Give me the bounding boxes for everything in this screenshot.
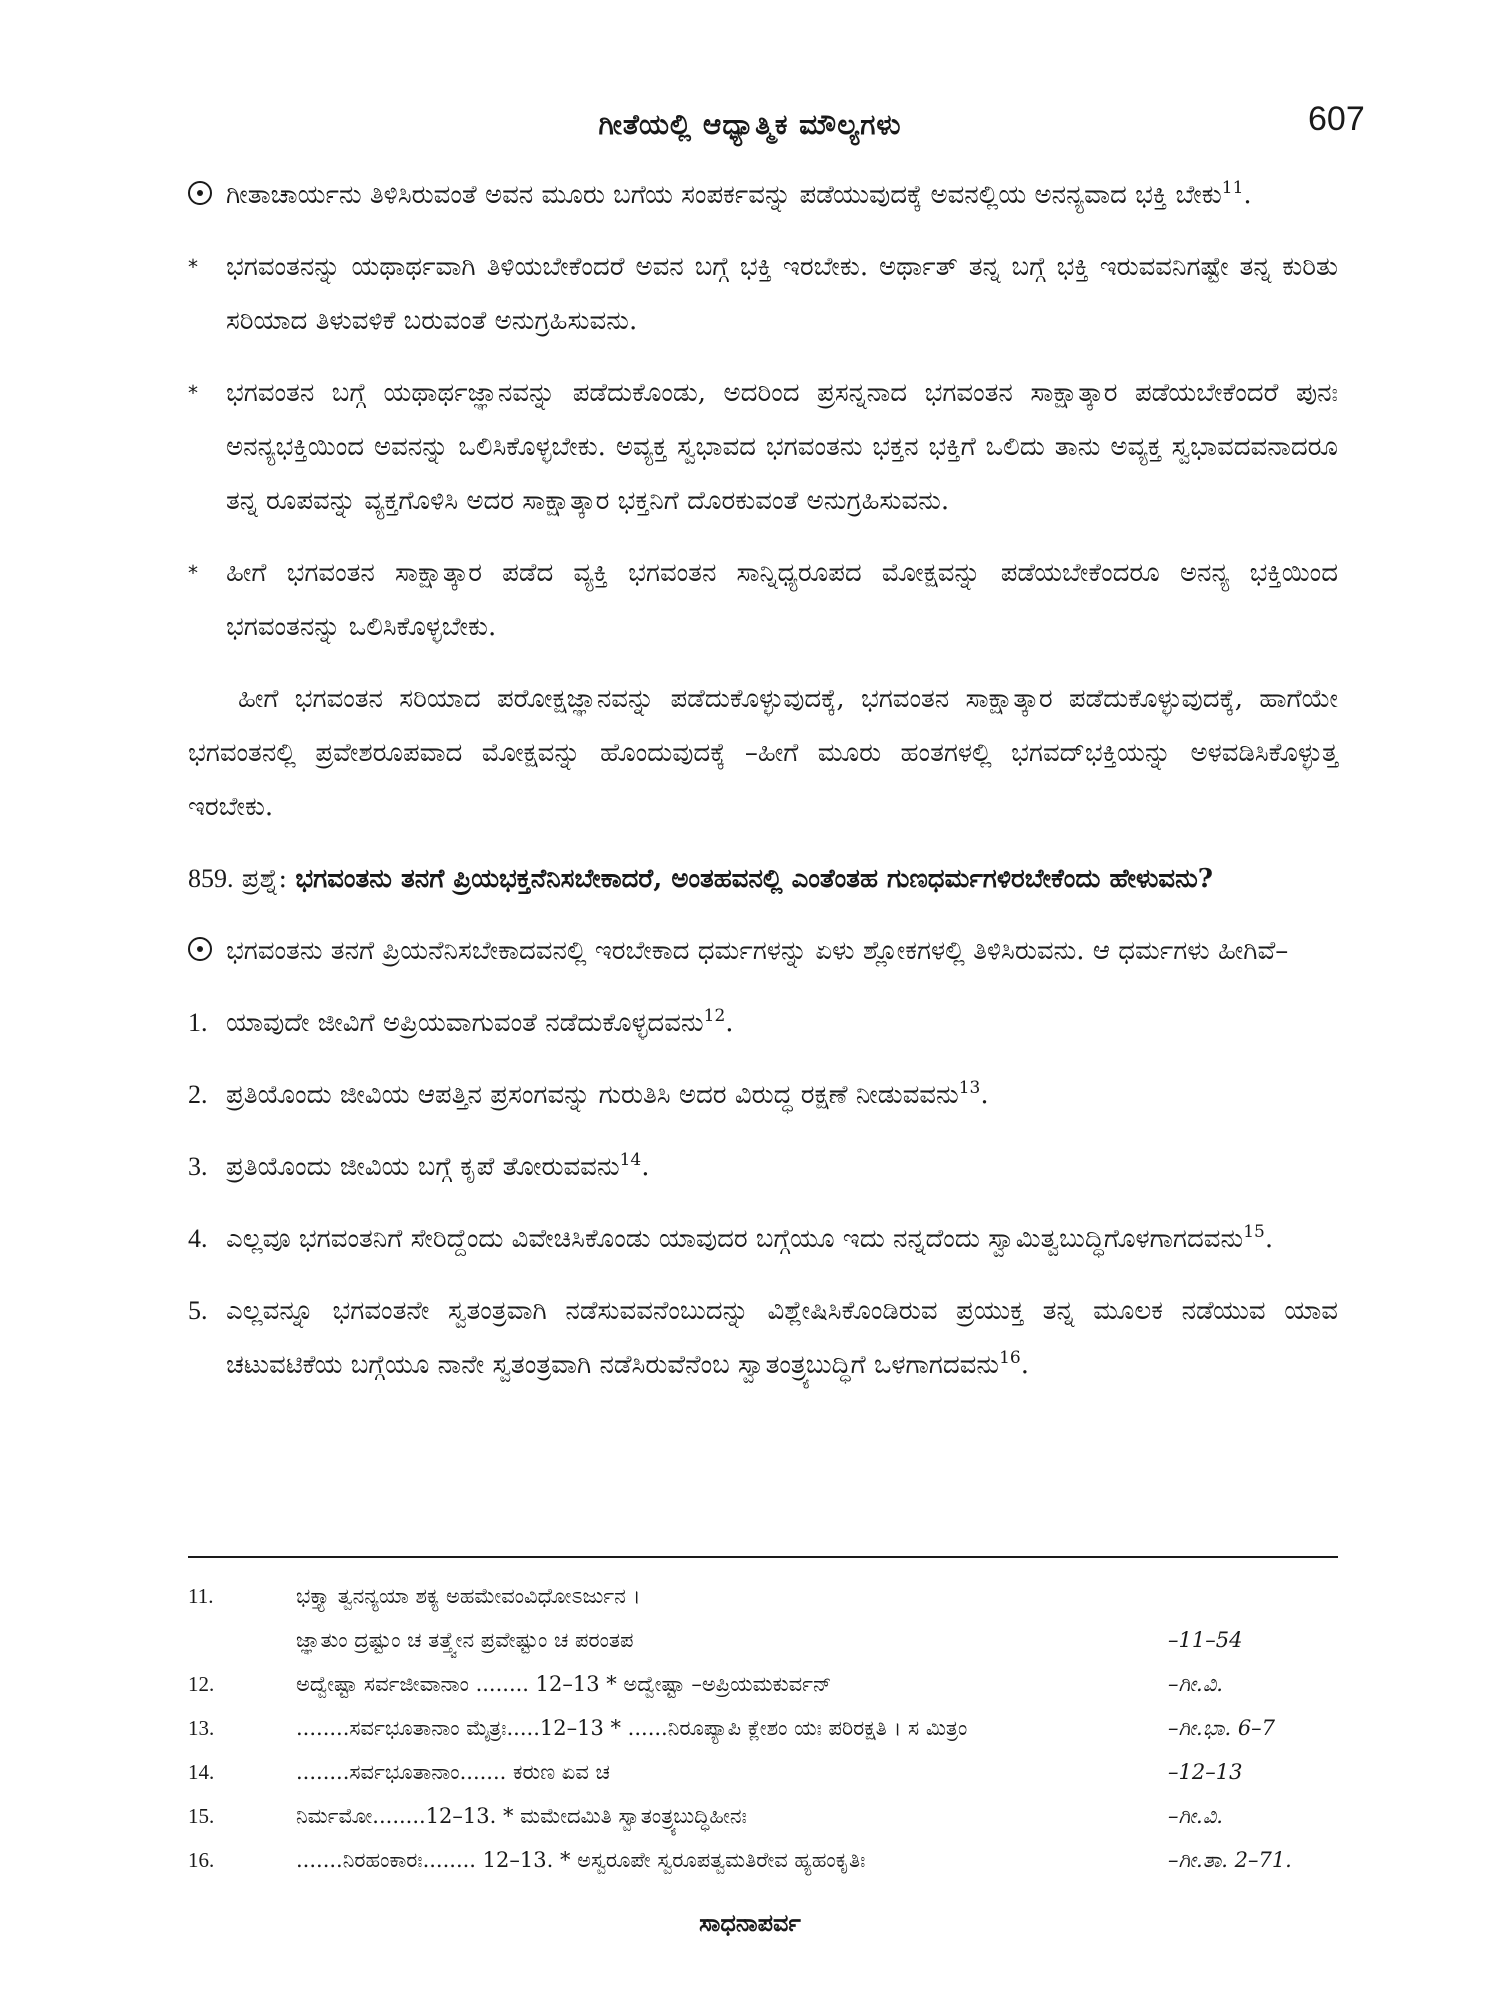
- list-item-number: 4.: [188, 1224, 208, 1253]
- list-item: [188, 1140, 1338, 1194]
- list-item-text: ಎಲ್ಲವೂ ಭಗವಂತನಿಗೆ ಸೇರಿದ್ದೆಂದು ವಿವೇಚಿಸಿಕೊಂಡು ಯಾವುದರ ಬಗ್ಗೆಯೂ ಇದು ನನ್ನದೆಂದು ಸ್ವಾಮಿತ್ವಬುದ್ಧಿಗೊಳಗಾಗದವನು: [226, 1224, 1244, 1254]
- footnote-reference: –ಗೀ.ವಿ.: [1168, 1672, 1223, 1696]
- running-footer-title: ಸಾಧನಾಪರ್ವ: [699, 1908, 801, 1937]
- list-item-text: ಪ್ರತಿಯೊಂದು ಜೀವಿಯ ಆಪತ್ತಿನ ಪ್ರಸಂಗವನ್ನು ಗುರುತಿಸಿ ಅದರ ವಿರುದ್ಧ ರಕ್ಷಣೆ ನೀಡುವವನು: [226, 1080, 959, 1110]
- bullet-star-icon: *: [188, 255, 198, 279]
- footnote-number: 11.: [188, 1584, 214, 1608]
- footnote-ref[interactable]: 12: [703, 1006, 726, 1026]
- footnote-reference: –ಗೀ.ವಿ.: [1168, 1804, 1223, 1828]
- footnote-text: ........ಸರ್ವಭೂತಾನಾಂ....... ಕರುಣ ಏವ ಚ: [296, 1760, 610, 1784]
- main-content: [188, 168, 1338, 1410]
- answer-text-1-end: .: [1243, 180, 1252, 210]
- footnote-text: ಜ್ಞಾತುಂ ದ್ರಷ್ಟುಂ ಚ ತತ್ತ್ವೇನ ಪ್ರವೇಷ್ಟುಂ ಚ ಪರಂತಪ: [296, 1628, 634, 1652]
- question-label: ಪ್ರಶ್ನೆ:: [241, 864, 288, 894]
- list-item-text: ಎಲ್ಲವನ್ನೂ ಭಗವಂತನೇ ಸ್ವತಂತ್ರವಾಗಿ ನಡೆಸುವವನೆಂಬುದನ್ನು ವಿಶ್ಲೇಷಿಸಿಕೊಂಡಿರುವ ಪ್ರಯುಕ್ತ ತನ್ನ ಮೂಲಕ ನಡೆಯುವ ಯಾವ ಚಟುವಟಿಕೆಯ ಬಗ್ಗೆಯೂ ನಾನೇ ಸ್ವತಂತ್ರವಾಗಿ ನಡೆಸಿರುವೆನೆಂಬ ಸ್ವಾತಂತ್ರ್ಯಬುದ್ಧಿಗೆ ಒಳಗಾಗದವನು: [226, 1296, 1338, 1380]
- list-item-number: 5.: [188, 1296, 208, 1325]
- bullet-item-1: [188, 240, 1338, 348]
- answer-circle-icon: [188, 937, 212, 961]
- answer-circle-icon: [188, 181, 212, 205]
- footnote-text: ಭಕ್ತ್ಯಾ ತ್ವನನ್ಯಯಾ ಶಕ್ಯ ಅಹಮೇವಂವಿಧೋಽರ್ಜುನ ।: [296, 1584, 641, 1608]
- list-item: [188, 1068, 1338, 1122]
- footnote-number: 12.: [188, 1672, 215, 1696]
- bullet-text-1: ಭಗವಂತನನ್ನು ಯಥಾರ್ಥವಾಗಿ ತಿಳಿಯಬೇಕೆಂದರೆ ಅವನ ಬಗ್ಗೆ ಭಕ್ತಿ ಇರಬೇಕು. ಅರ್ಥಾತ್ ತನ್ನ ಬಗ್ಗೆ ಭಕ್ತಿ ಇರುವವನಿಗಷ್ಟೇ ತನ್ನ ಕುರಿತು ಸರಿಯಾದ ತಿಳುವಳಿಕೆ ಬರುವಂತೆ ಅನುಗ್ರಹಿಸುವನು.: [226, 252, 1338, 336]
- answer-text-2: ಭಗವಂತನು ತನಗೆ ಪ್ರಿಯನೆನಿಸಬೇಕಾದವನಲ್ಲಿ ಇರಬೇಕಾದ ಧರ್ಮಗಳನ್ನು ಏಳು ಶ್ಲೋಕಗಳಲ್ಲಿ ತಿಳಿಸಿರುವನು. ಆ ಧರ್ಮಗಳು ಹೀಗಿವೆ–: [226, 936, 1289, 966]
- footnote-row: [188, 1750, 1338, 1794]
- bullet-star-icon: *: [188, 381, 198, 405]
- answer-paragraph-1: [188, 168, 1338, 222]
- footnote-ref[interactable]: 14: [619, 1150, 642, 1170]
- list-item-end: .: [725, 1008, 734, 1038]
- footnote-text: ನಿರ್ಮಮೋ........12–13. * ಮಮೇದಮಿತಿ ಸ್ವಾತಂತ್ರ್ಯಬುದ್ಧಿಹೀನಃ: [296, 1804, 747, 1828]
- numbered-list: [188, 996, 1338, 1392]
- list-item-number: 3.: [188, 1152, 208, 1181]
- footnote-ref[interactable]: 15: [1243, 1222, 1265, 1242]
- answer-paragraph-2: [188, 924, 1338, 978]
- bullet-star-icon: *: [188, 561, 198, 585]
- footnote-number: 13.: [188, 1716, 215, 1740]
- summary-paragraph: ಹೀಗೆ ಭಗವಂತನ ಸರಿಯಾದ ಪರೋಕ್ಷಜ್ಞಾನವನ್ನು ಪಡೆದುಕೊಳ್ಳುವುದಕ್ಕೆ, ಭಗವಂತನ ಸಾಕ್ಷಾತ್ಕಾರ ಪಡೆದುಕೊಳ್ಳುವುದಕ್ಕೆ, ಹಾಗೆಯೇ ಭಗವಂತನಲ್ಲಿ ಪ್ರವೇಶರೂಪವಾದ ಮೋಕ್ಷವನ್ನು ಹೊಂದುವುದಕ್ಕೆ –ಹೀಗೆ ಮೂರು ಹಂತಗಳಲ್ಲಿ ಭಗವದ್‌ಭಕ್ತಿಯನ್ನು ಅಳವಡಿಸಿಕೊಳ್ಳುತ್ತ ಇರಬೇಕು.: [188, 684, 1338, 822]
- question-text: ಭಗವಂತನು ತನಗೆ ಪ್ರಿಯಭಕ್ತನೆನಿಸಬೇಕಾದರೆ, ಅಂತಹವನಲ್ಲಿ ಎಂತೆಂತಹ ಗುಣಧರ್ಮಗಳಿರಬೇಕೆಂದು ಹೇಳುವನು?: [295, 864, 1214, 894]
- running-header-title: ಗೀತೆಯಲ್ಲಿ ಆಧ್ಯಾತ್ಮಿಕ ಮೌಲ್ಯಗಳು: [598, 108, 902, 141]
- page-number: 607: [1308, 100, 1365, 138]
- footnote-number: 15.: [188, 1804, 215, 1828]
- footnote-number: 16.: [188, 1848, 215, 1872]
- list-item: [188, 996, 1338, 1050]
- list-item-number: 2.: [188, 1080, 208, 1109]
- footnote-row: [188, 1838, 1338, 1882]
- list-item-end: .: [980, 1080, 989, 1110]
- list-item-end: .: [641, 1152, 650, 1182]
- footnote-number: 14.: [188, 1760, 215, 1784]
- footnote-ref[interactable]: 16: [999, 1348, 1021, 1368]
- answer-text-1: ಗೀತಾಚಾರ್ಯನು ತಿಳಿಸಿರುವಂತೆ ಅವನ ಮೂರು ಬಗೆಯ ಸಂಪರ್ಕವನ್ನು ಪಡೆಯುವುದಕ್ಕೆ ಅವನಲ್ಲಿಯ ಅನನ್ಯವಾದ ಭಕ್ತಿ ಬೇಕು: [226, 180, 1222, 210]
- list-item-end: .: [1264, 1224, 1274, 1254]
- list-item-text: ಪ್ರತಿಯೊಂದು ಜೀವಿಯ ಬಗ್ಗೆ ಕೃಪೆ ತೋರುವವನು: [226, 1152, 620, 1182]
- list-item-text: ಯಾವುದೇ ಜೀವಿಗೆ ಅಪ್ರಿಯವಾಗುವಂತೆ ನಡೆದುಕೊಳ್ಳದವನು: [226, 1008, 704, 1038]
- footnote-reference: –ಗೀ.ಭಾ. 6–7: [1168, 1716, 1276, 1740]
- list-item: [188, 1212, 1338, 1266]
- list-item: [188, 1284, 1338, 1392]
- footnote-divider: [188, 1556, 1338, 1558]
- footnote-reference: –ಗೀ.ತಾ. 2–71.: [1168, 1848, 1292, 1872]
- footnote-ref[interactable]: 13: [958, 1078, 981, 1098]
- list-item-number: 1.: [188, 1008, 208, 1037]
- footnote-row: [188, 1574, 1338, 1618]
- footnote-text: ........ಸರ್ವಭೂತಾನಾಂ ಮೈತ್ರಃ.....12–13 * ......ನಿರೂಪ್ಯಾಪಿ ಕ್ಲೇಶಂ ಯಃ ಪರಿರಕ್ಷತಿ । ಸ ಮಿತ್ರಂ: [296, 1716, 968, 1740]
- footnotes: [188, 1574, 1338, 1882]
- bullet-text-2: ಭಗವಂತನ ಬಗ್ಗೆ ಯಥಾರ್ಥಜ್ಞಾನವನ್ನು ಪಡೆದುಕೊಂಡು, ಅದರಿಂದ ಪ್ರಸನ್ನನಾದ ಭಗವಂತನ ಸಾಕ್ಷಾತ್ಕಾರ ಪಡೆಯಬೇಕೆಂದರೆ ಪುನಃ ಅನನ್ಯಭಕ್ತಿಯಿಂದ ಅವನನ್ನು ಒಲಿಸಿಕೊಳ್ಳಬೇಕು. ಅವ್ಯಕ್ತ ಸ್ವಭಾವದ ಭಗವಂತನು ಭಕ್ತನ ಭಕ್ತಿಗೆ ಒಲಿದು ತಾನು ಅವ್ಯಕ್ತ ಸ್ವಭಾವದವನಾದರೂ ತನ್ನ ರೂಪವನ್ನು ವ್ಯಕ್ತಗೊಳಿಸಿ ಅದರ ಸಾಕ್ಷಾತ್ಕಾರ ಭಕ್ತನಿಗೆ ದೊರಕುವಂತೆ ಅನುಗ್ರಹಿಸುವನು.: [226, 378, 1338, 516]
- question-number: 859.: [188, 864, 234, 893]
- footnote-ref-11[interactable]: 11: [1221, 178, 1244, 198]
- footnote-text: ಅದ್ವೇಷ್ಟಾ ಸರ್ವಜೀವಾನಾಂ ........ 12–13 * ಅದ್ವೇಷ್ಟಾ –ಅಪ್ರಿಯಮಕುರ್ವನ್: [296, 1672, 832, 1696]
- footnote-row: [188, 1794, 1338, 1838]
- footnote-text: .......ನಿರಹಂಕಾರಃ........ 12–13. * ಅಸ್ವರೂಪೇ ಸ್ವರೂಪತ್ವಮತಿರೇವ ಹ್ಯಹಂಕೃತಿಃ: [296, 1848, 866, 1872]
- footnote-reference: –11–54: [1168, 1628, 1243, 1652]
- bullet-item-2: [188, 366, 1338, 528]
- bullet-text-3: ಹೀಗೆ ಭಗವಂತನ ಸಾಕ್ಷಾತ್ಕಾರ ಪಡೆದ ವ್ಯಕ್ತಿ ಭಗವಂತನ ಸಾನ್ನಿಧ್ಯರೂಪದ ಮೋಕ್ಷವನ್ನು ಪಡೆಯಬೇಕೆಂದರೂ ಅನನ್ಯ ಭಕ್ತಿಯಿಂದ ಭಗವಂತನನ್ನು ಒಲಿಸಿಕೊಳ್ಳಬೇಕು.: [226, 558, 1338, 642]
- bullet-item-3: [188, 546, 1338, 654]
- list-item-end: .: [1020, 1350, 1029, 1380]
- footnote-row: [188, 1618, 1338, 1662]
- footnote-row: [188, 1662, 1338, 1706]
- question-paragraph: [188, 852, 1338, 906]
- footnote-reference: –12–13: [1168, 1760, 1243, 1784]
- footnote-row: [188, 1706, 1338, 1750]
